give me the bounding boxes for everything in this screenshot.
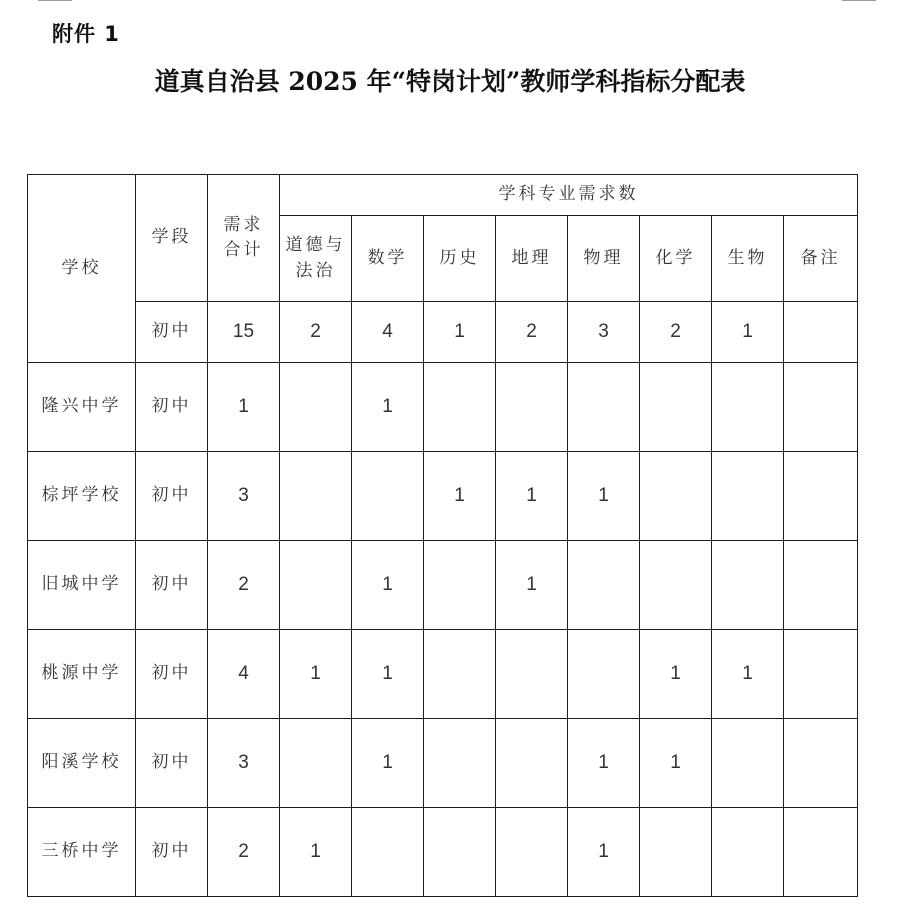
school-stage: 初中 (136, 808, 208, 897)
header-subject-group: 学科专业需求数 (280, 175, 858, 216)
subject-count (280, 541, 352, 630)
subject-count (424, 808, 496, 897)
subject-count (712, 363, 784, 452)
summary-row (28, 302, 858, 363)
header-total: 需求合计 (208, 175, 280, 302)
page-corner-mark-right (842, 0, 876, 3)
header-subject-morality-law: 道德与法治 (280, 216, 352, 302)
subject-count: 1 (712, 630, 784, 719)
subject-count: 1 (352, 541, 424, 630)
summary-count: 1 (712, 302, 784, 363)
school-total: 3 (208, 452, 280, 541)
subject-count: 1 (424, 452, 496, 541)
subject-count: 1 (280, 630, 352, 719)
subject-count (424, 719, 496, 808)
school-remark (784, 363, 858, 452)
subject-count (712, 541, 784, 630)
document-title: 道真自治县 2025 年“特岗计划”教师学科指标分配表 (154, 67, 746, 96)
subject-count (568, 630, 640, 719)
summary-count: 2 (640, 302, 712, 363)
subject-count (424, 541, 496, 630)
school-name: 旧城中学 (28, 541, 136, 630)
subject-count (568, 363, 640, 452)
subject-count (496, 363, 568, 452)
header-subject-physics: 物理 (568, 216, 640, 302)
subject-count: 1 (496, 452, 568, 541)
summary-remark (784, 302, 858, 363)
summary-count: 2 (280, 302, 352, 363)
school-stage: 初中 (136, 719, 208, 808)
subject-count (352, 808, 424, 897)
subject-count (280, 719, 352, 808)
school-stage: 初中 (136, 452, 208, 541)
school-total: 1 (208, 363, 280, 452)
school-name: 三桥中学 (28, 808, 136, 897)
header-subject-history: 历史 (424, 216, 496, 302)
summary-count: 2 (496, 302, 568, 363)
school-remark (784, 452, 858, 541)
school-name: 隆兴中学 (28, 363, 136, 452)
school-remark (784, 808, 858, 897)
header-remark: 备注 (784, 216, 858, 302)
allocation-table (27, 174, 858, 897)
subject-count (640, 452, 712, 541)
school-total: 4 (208, 630, 280, 719)
subject-count (712, 452, 784, 541)
school-remark (784, 719, 858, 808)
page-corner-mark-left (38, 0, 72, 3)
school-remark (784, 541, 858, 630)
subject-count: 1 (568, 719, 640, 808)
summary-stage: 初中 (136, 302, 208, 363)
subject-count: 1 (568, 808, 640, 897)
subject-count (712, 719, 784, 808)
subject-count: 1 (568, 452, 640, 541)
header-school: 学校 (28, 175, 136, 363)
subject-count: 1 (352, 363, 424, 452)
table-row (28, 808, 858, 897)
subject-count (496, 808, 568, 897)
subject-count (712, 808, 784, 897)
school-total: 3 (208, 719, 280, 808)
annex-label: 附件 1 (52, 22, 120, 46)
subject-count (640, 363, 712, 452)
summary-count: 1 (424, 302, 496, 363)
subject-count (568, 541, 640, 630)
subject-count: 1 (352, 719, 424, 808)
subject-count (496, 719, 568, 808)
summary-count: 3 (568, 302, 640, 363)
subject-count: 1 (640, 719, 712, 808)
table-row (28, 452, 858, 541)
header-subject-math: 数学 (352, 216, 424, 302)
subject-count (280, 452, 352, 541)
school-name: 桃源中学 (28, 630, 136, 719)
summary-total: 15 (208, 302, 280, 363)
subject-count (280, 363, 352, 452)
subject-count (424, 630, 496, 719)
subject-count: 1 (496, 541, 568, 630)
school-name: 棕坪学校 (28, 452, 136, 541)
header-subject-chemistry: 化学 (640, 216, 712, 302)
table-row (28, 719, 858, 808)
subject-count: 1 (352, 630, 424, 719)
table-row (28, 363, 858, 452)
school-total: 2 (208, 541, 280, 630)
school-remark (784, 630, 858, 719)
subject-count (496, 630, 568, 719)
subject-count (424, 363, 496, 452)
header-subject-biology: 生物 (712, 216, 784, 302)
subject-count (640, 541, 712, 630)
subject-count: 1 (640, 630, 712, 719)
subject-count: 1 (280, 808, 352, 897)
table-row (28, 541, 858, 630)
school-total: 2 (208, 808, 280, 897)
school-stage: 初中 (136, 541, 208, 630)
subject-count (640, 808, 712, 897)
school-stage: 初中 (136, 363, 208, 452)
school-stage: 初中 (136, 630, 208, 719)
subject-count (352, 452, 424, 541)
header-subject-geography: 地理 (496, 216, 568, 302)
header-stage: 学段 (136, 175, 208, 302)
summary-count: 4 (352, 302, 424, 363)
table-row (28, 630, 858, 719)
school-name: 阳溪学校 (28, 719, 136, 808)
